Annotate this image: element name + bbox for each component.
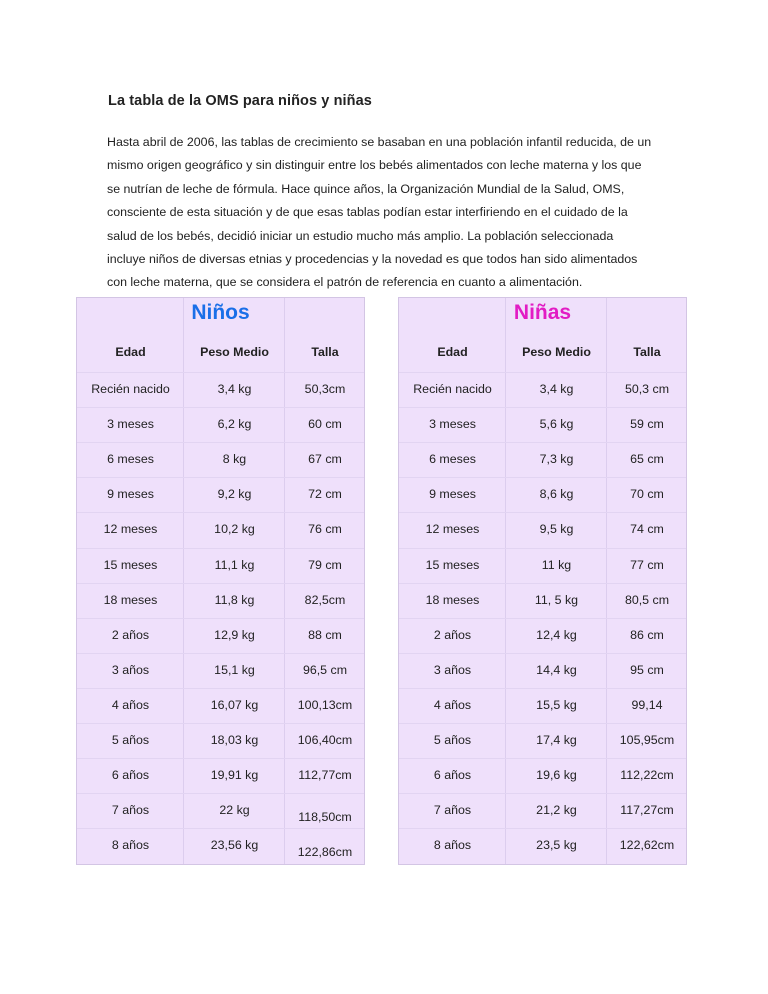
boys-cell-talla: 118,50cm xyxy=(298,810,352,824)
girls-header-talla: Talla xyxy=(633,345,661,359)
girls-cell-edad: 15 meses xyxy=(425,558,480,572)
girls-cell-edad: 3 meses xyxy=(429,417,476,431)
paragraph-line: consciente de esta situación y de que esas tablas podían estar interfiriendo en el cuidado de la xyxy=(107,205,628,220)
boys-cell-edad: Recién nacido xyxy=(91,382,170,396)
boys-cell-talla: 106,40cm xyxy=(297,733,353,747)
girls-cell-talla: 77 cm xyxy=(630,558,664,572)
girls-cell-peso: 11, 5 kg xyxy=(534,593,579,607)
boys-cell-edad: 7 años xyxy=(111,803,150,817)
row-divider xyxy=(399,407,686,408)
boys-cell-talla: 50,3cm xyxy=(304,382,346,396)
girls-cell-peso: 15,5 kg xyxy=(536,698,577,712)
girls-cell-talla: 105,95cm xyxy=(619,733,675,747)
girls-cell-talla: 112,22cm xyxy=(620,768,674,782)
girls-table-title: Niñas xyxy=(513,301,572,324)
girls-cell-edad: 4 años xyxy=(433,698,472,712)
girls-cell-peso: 19,6 kg xyxy=(536,768,577,782)
boys-cell-peso: 6,2 kg xyxy=(217,417,252,431)
row-divider xyxy=(77,477,364,478)
row-divider xyxy=(77,407,364,408)
boys-cell-edad: 3 años xyxy=(111,663,150,677)
paragraph-line: con leche materna, que se considera el patrón de referencia en cuanto a alimentación. xyxy=(107,275,583,290)
boys-cell-edad: 12 meses xyxy=(103,522,158,536)
boys-cell-peso: 18,03 kg xyxy=(210,733,259,747)
girls-cell-edad: 18 meses xyxy=(425,593,480,607)
boys-cell-talla: 79 cm xyxy=(308,558,342,572)
row-divider xyxy=(77,758,364,759)
row-divider xyxy=(77,548,364,549)
girls-cell-talla: 65 cm xyxy=(630,452,664,466)
paragraph-line: incluye niños de diversas etnias y procedencias y la novedad es que todos han sido alimentados xyxy=(107,251,638,266)
boys-cell-edad: 2 años xyxy=(111,628,150,642)
girls-cell-edad: 6 años xyxy=(433,768,472,782)
boys-table-title: Niños xyxy=(191,301,250,324)
boys-cell-peso: 16,07 kg xyxy=(210,698,259,712)
girls-cell-peso: 3,4 kg xyxy=(539,382,574,396)
boys-header-talla: Talla xyxy=(311,345,339,359)
girls-cell-edad: 6 meses xyxy=(429,452,476,466)
boys-cell-peso: 12,9 kg xyxy=(214,628,255,642)
girls-cell-peso: 11 kg xyxy=(541,558,572,572)
paragraph-line: se nutrían de leche de fórmula. Hace quince años, la Organización Mundial de la Salud, OMS, xyxy=(107,181,625,196)
girls-cell-talla: 74 cm xyxy=(630,522,664,536)
boys-header-peso: Peso Medio xyxy=(200,345,269,359)
boys-cell-peso: 11,1 kg xyxy=(214,558,255,572)
boys-cell-edad: 5 años xyxy=(111,733,150,747)
row-divider xyxy=(399,653,686,654)
girls-cell-talla: 86 cm xyxy=(630,628,664,642)
girls-growth-table xyxy=(398,297,687,865)
girls-cell-edad: 3 años xyxy=(433,663,472,677)
boys-cell-peso: 10,2 kg xyxy=(214,522,255,536)
boys-cell-talla: 112,77cm xyxy=(298,768,352,782)
girls-cell-edad: 12 meses xyxy=(425,522,480,536)
boys-cell-peso: 9,2 kg xyxy=(217,487,252,501)
paragraph-line: salud de los bebés, decidió iniciar un estudio mucho más amplio. La población seleccionada xyxy=(107,228,614,243)
boys-cell-edad: 15 meses xyxy=(103,558,158,572)
girls-cell-talla: 95 cm xyxy=(630,663,664,677)
girls-cell-talla: 50,3 cm xyxy=(624,382,670,396)
boys-cell-talla: 72 cm xyxy=(308,487,342,501)
girls-cell-talla: 70 cm xyxy=(630,487,664,501)
girls-cell-peso: 14,4 kg xyxy=(536,663,577,677)
boys-cell-talla: 96,5 cm xyxy=(302,663,348,677)
boys-cell-peso: 22 kg xyxy=(219,803,250,817)
row-divider xyxy=(399,512,686,513)
boys-growth-table xyxy=(76,297,365,865)
row-divider xyxy=(399,372,686,373)
boys-cell-talla: 67 cm xyxy=(308,452,342,466)
row-divider xyxy=(77,512,364,513)
girls-cell-peso: 5,6 kg xyxy=(539,417,574,431)
boys-cell-peso: 15,1 kg xyxy=(214,663,255,677)
paragraph-line: Hasta abril de 2006, las tablas de crecimiento se basaban en una población infantil reducida, de un xyxy=(107,135,652,149)
girls-cell-edad: 2 años xyxy=(433,628,472,642)
boys-cell-edad: 4 años xyxy=(111,698,150,712)
boys-cell-edad: 6 años xyxy=(111,768,150,782)
row-divider xyxy=(399,618,686,619)
boys-cell-talla: 122,86cm xyxy=(297,845,353,859)
boys-cell-peso: 19,91 kg xyxy=(210,768,259,782)
intro-paragraph xyxy=(107,131,707,295)
row-divider xyxy=(399,828,686,829)
row-divider xyxy=(77,618,364,619)
girls-cell-peso: 7,3 kg xyxy=(539,452,574,466)
boys-cell-talla: 82,5cm xyxy=(304,593,346,607)
girls-cell-edad: 8 años xyxy=(433,838,472,852)
row-divider xyxy=(77,793,364,794)
boys-cell-peso: 23,56 kg xyxy=(210,838,259,852)
boys-cell-edad: 18 meses xyxy=(103,593,158,607)
row-divider xyxy=(399,723,686,724)
girls-cell-talla: 117,27cm xyxy=(620,803,674,817)
boys-cell-edad: 3 meses xyxy=(107,417,154,431)
girls-header-edad: Edad xyxy=(437,345,468,359)
row-divider xyxy=(399,758,686,759)
row-divider xyxy=(77,688,364,689)
row-divider xyxy=(399,688,686,689)
row-divider xyxy=(399,548,686,549)
girls-cell-talla: 99,14 xyxy=(631,698,663,712)
boys-cell-talla: 60 cm xyxy=(308,417,342,431)
boys-cell-edad: 8 años xyxy=(111,838,150,852)
girls-cell-peso: 9,5 kg xyxy=(539,522,574,536)
girls-cell-edad: Recién nacido xyxy=(413,382,492,396)
row-divider xyxy=(77,442,364,443)
boys-cell-talla: 88 cm xyxy=(308,628,342,642)
boys-cell-peso: 3,4 kg xyxy=(217,382,252,396)
row-divider xyxy=(399,583,686,584)
girls-cell-peso: 21,2 kg xyxy=(536,803,577,817)
girls-cell-talla: 59 cm xyxy=(630,417,664,431)
row-divider xyxy=(77,828,364,829)
boys-header-edad: Edad xyxy=(115,345,146,359)
row-divider xyxy=(399,477,686,478)
boys-cell-peso: 8 kg xyxy=(222,452,247,466)
girls-header-peso: Peso Medio xyxy=(522,345,591,359)
girls-cell-edad: 9 meses xyxy=(429,487,476,501)
girls-cell-talla: 80,5 cm xyxy=(624,593,670,607)
row-divider xyxy=(77,723,364,724)
boys-cell-edad: 9 meses xyxy=(107,487,154,501)
boys-cell-talla: 100,13cm xyxy=(297,698,353,712)
boys-cell-peso: 11,8 kg xyxy=(214,593,255,607)
girls-cell-talla: 122,62cm xyxy=(619,838,675,852)
girls-cell-peso: 17,4 kg xyxy=(536,733,577,747)
boys-cell-edad: 6 meses xyxy=(107,452,154,466)
row-divider xyxy=(77,372,364,373)
girls-cell-peso: 8,6 kg xyxy=(539,487,574,501)
row-divider xyxy=(399,793,686,794)
row-divider xyxy=(399,442,686,443)
boys-cell-talla: 76 cm xyxy=(308,522,342,536)
girls-cell-edad: 5 años xyxy=(433,733,472,747)
girls-cell-edad: 7 años xyxy=(433,803,472,817)
row-divider xyxy=(77,653,364,654)
girls-cell-peso: 23,5 kg xyxy=(536,838,577,852)
row-divider xyxy=(77,583,364,584)
girls-cell-peso: 12,4 kg xyxy=(536,628,577,642)
paragraph-line: mismo origen geográfico y sin distinguir entre los bebés alimentados con leche materna y los que xyxy=(107,158,642,173)
document-title: La tabla de la OMS para niños y niñas xyxy=(108,93,372,109)
